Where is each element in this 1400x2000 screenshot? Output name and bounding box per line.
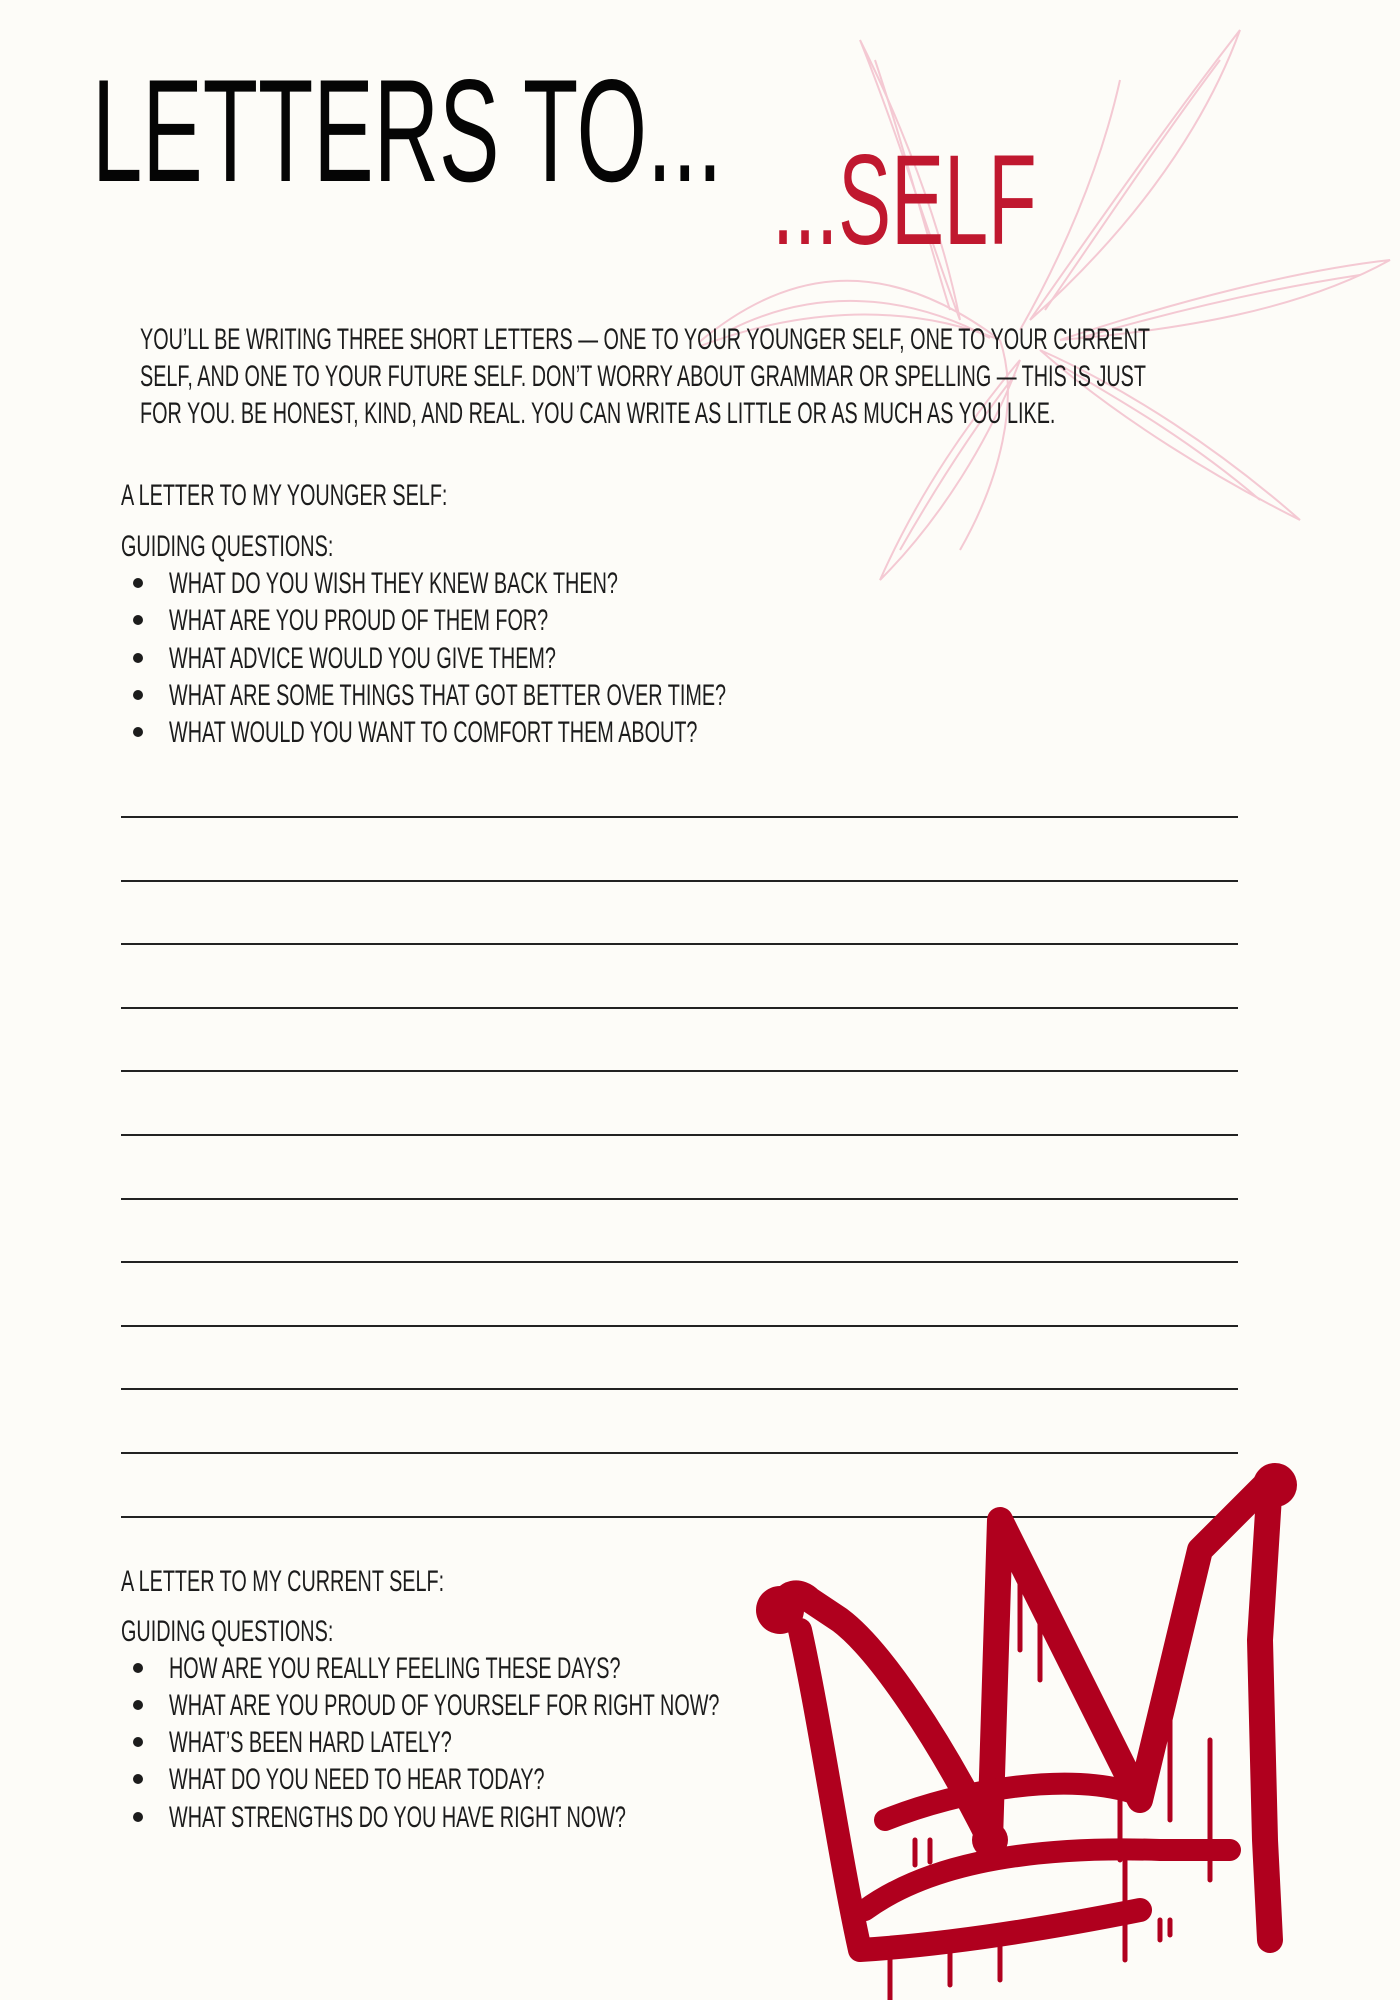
bullet-icon	[133, 727, 143, 737]
question-item: WHAT ADVICE WOULD YOU GIVE THEM?	[169, 642, 556, 675]
section-heading: A LETTER TO MY YOUNGER SELF:	[121, 479, 448, 512]
question-item: WHAT STRENGTHS DO YOU HAVE RIGHT NOW?	[169, 1801, 626, 1834]
writing-line[interactable]	[121, 1070, 1238, 1072]
writing-line[interactable]	[121, 1134, 1238, 1136]
bullet-icon	[133, 1700, 143, 1710]
crown-graffiti-icon	[740, 1440, 1340, 2000]
writing-line[interactable]	[121, 1388, 1238, 1390]
bullet-icon	[133, 1774, 143, 1784]
bullet-icon	[133, 578, 143, 588]
bullet-icon	[133, 1737, 143, 1747]
guiding-questions-label: GUIDING QUESTIONS:	[121, 530, 334, 563]
guiding-questions-label: GUIDING QUESTIONS:	[121, 1615, 334, 1648]
writing-line[interactable]	[121, 943, 1238, 945]
page-subtitle: ...SELF	[772, 129, 1037, 272]
intro-line: FOR YOU. BE HONEST, KIND, AND REAL. YOU CAN WRITE AS LITTLE OR AS MUCH AS YOU LIKE.	[140, 397, 1056, 430]
lily-flower-illustration	[700, 20, 1400, 600]
writing-line[interactable]	[121, 880, 1238, 882]
question-item: WHAT ARE YOU PROUD OF YOURSELF FOR RIGHT NOW?	[169, 1689, 720, 1722]
bullet-icon	[133, 653, 143, 663]
question-item: WHAT ARE YOU PROUD OF THEM FOR?	[169, 604, 549, 637]
intro-line: YOU’LL BE WRITING THREE SHORT LETTERS — ONE TO YOUR YOUNGER SELF, ONE TO YOUR CURRENT	[140, 323, 1151, 356]
question-item: WHAT DO YOU NEED TO HEAR TODAY?	[169, 1763, 545, 1796]
writing-line[interactable]	[121, 1007, 1238, 1009]
bullet-icon	[133, 690, 143, 700]
page-title: LETTERS TO...	[92, 49, 723, 212]
question-item: WHAT WOULD YOU WANT TO COMFORT THEM ABOUT?	[169, 716, 698, 749]
question-item: WHAT DO YOU WISH THEY KNEW BACK THEN?	[169, 567, 618, 600]
question-item: WHAT ARE SOME THINGS THAT GOT BETTER OVER TIME?	[169, 679, 727, 712]
bullet-icon	[133, 615, 143, 625]
section-heading: A LETTER TO MY CURRENT SELF:	[121, 1565, 445, 1598]
question-item: WHAT’S BEEN HARD LATELY?	[169, 1726, 452, 1759]
bullet-icon	[133, 1812, 143, 1822]
writing-line[interactable]	[121, 1198, 1238, 1200]
writing-line[interactable]	[121, 1325, 1238, 1327]
writing-line[interactable]	[121, 816, 1238, 818]
bullet-icon	[133, 1663, 143, 1673]
question-item: HOW ARE YOU REALLY FEELING THESE DAYS?	[169, 1652, 621, 1685]
writing-line[interactable]	[121, 1261, 1238, 1263]
intro-line: SELF, AND ONE TO YOUR FUTURE SELF. DON’T WORRY ABOUT GRAMMAR OR SPELLING — THIS IS JUST	[140, 360, 1146, 393]
